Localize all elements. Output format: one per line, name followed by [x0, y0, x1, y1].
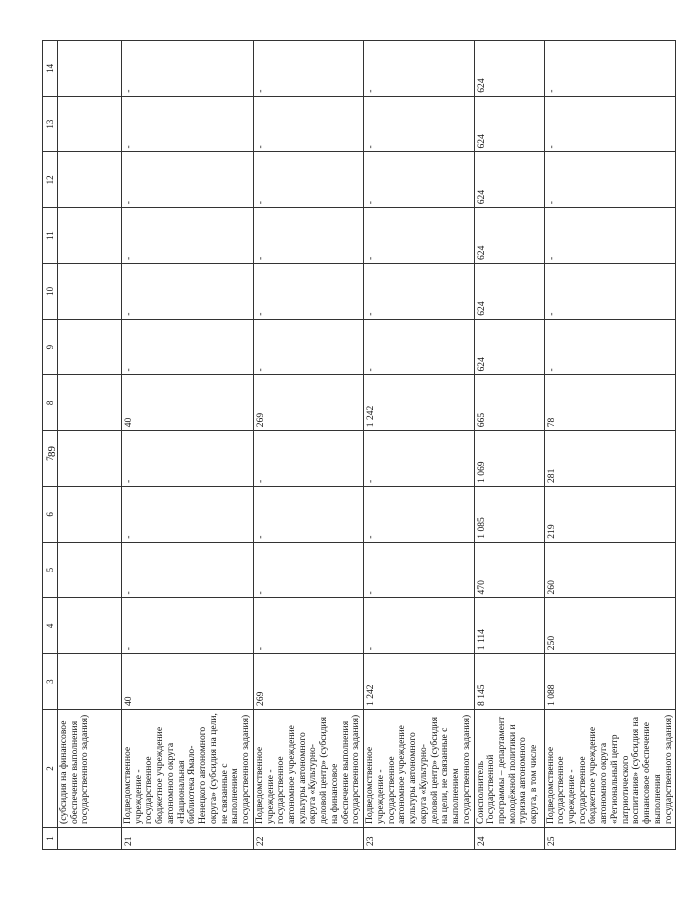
- value-cell: [58, 96, 122, 152]
- value-cell: -: [122, 487, 254, 543]
- value-cell: [58, 152, 122, 208]
- value-cell: -: [253, 41, 363, 97]
- table-row: [474, 41, 544, 850]
- value-cell: -: [364, 542, 474, 598]
- value-cell: -: [122, 598, 254, 654]
- row-description: Соисполнитель Государственной программы – департамент молодёжной политики и туризма автономного округа, в том числе: [474, 710, 544, 828]
- value-cell: -: [544, 319, 676, 375]
- value-cell: -: [364, 598, 474, 654]
- row-number: [58, 828, 122, 850]
- value-cell: [58, 375, 122, 431]
- value-cell: -: [122, 96, 254, 152]
- row-description: Подведомственное учреждение - государственное бюджетное учреждение автономного округа «Национальная библиотека Ямало-Ненецкого автономного округа» (субсидия на цели, не связанные с выполнением государственного задания): [122, 710, 254, 828]
- value-cell: -: [253, 542, 363, 598]
- col-header: 1: [43, 828, 58, 850]
- col-header: 2: [43, 710, 58, 828]
- value-cell: [58, 487, 122, 543]
- col-header: 11: [43, 208, 58, 264]
- value-cell: [58, 542, 122, 598]
- col-header: 12: [43, 152, 58, 208]
- value-cell: -: [253, 208, 363, 264]
- value-cell: -: [544, 96, 676, 152]
- value-cell: -: [364, 152, 474, 208]
- table-row: [364, 41, 474, 850]
- row-number: 23: [364, 828, 474, 850]
- value-cell: [58, 41, 122, 97]
- value-cell: 281: [544, 431, 676, 487]
- table-row: [122, 41, 254, 850]
- value-cell: -: [122, 152, 254, 208]
- value-cell: -: [364, 487, 474, 543]
- value-cell: -: [364, 96, 474, 152]
- value-cell: -: [253, 319, 363, 375]
- col-header: 13: [43, 96, 58, 152]
- row-description: Подведомственное учреждение - государственное автономное учреждение культуры автономного округа «Культурно-деловой центр» (субсидия на финансовое обеспечение выполнения государственного задания): [253, 710, 363, 828]
- value-cell: [58, 264, 122, 320]
- value-cell: [58, 431, 122, 487]
- value-cell: [58, 319, 122, 375]
- value-cell: 1 242: [364, 654, 474, 710]
- value-cell: 40: [122, 375, 254, 431]
- value-cell: -: [364, 264, 474, 320]
- value-cell: -: [122, 319, 254, 375]
- table-row: [544, 41, 676, 850]
- table-row: [253, 41, 363, 850]
- value-cell: -: [253, 598, 363, 654]
- value-cell: -: [122, 542, 254, 598]
- col-header: 9: [43, 319, 58, 375]
- value-cell: 8 145: [474, 654, 544, 710]
- value-cell: 1 069: [474, 431, 544, 487]
- value-cell: 624: [474, 208, 544, 264]
- value-cell: -: [364, 431, 474, 487]
- value-cell: 78: [544, 375, 676, 431]
- value-cell: 624: [474, 41, 544, 97]
- value-cell: -: [544, 41, 676, 97]
- col-header: 7: [43, 431, 58, 487]
- value-cell: 269: [253, 654, 363, 710]
- value-cell: 470: [474, 542, 544, 598]
- value-cell: -: [253, 152, 363, 208]
- row-number: 21: [122, 828, 254, 850]
- col-header: 4: [43, 598, 58, 654]
- row-number: 25: [544, 828, 676, 850]
- row-description: Подведомственное учреждение - государственное автономное учреждение культуры автономного округа «Культурно-деловой центр» (субсидия на цели, не связанные с выполнением государственного задания): [364, 710, 474, 828]
- table-row: [58, 41, 122, 850]
- col-header: 10: [43, 264, 58, 320]
- value-cell: -: [122, 208, 254, 264]
- value-cell: -: [253, 264, 363, 320]
- value-cell: -: [544, 264, 676, 320]
- value-cell: [58, 654, 122, 710]
- value-cell: -: [364, 208, 474, 264]
- value-cell: -: [364, 41, 474, 97]
- row-description: (субсидия на финансовое обеспечение выполнения государственного задания): [58, 710, 122, 828]
- value-cell: -: [544, 152, 676, 208]
- value-cell: 1 085: [474, 487, 544, 543]
- value-cell: -: [122, 41, 254, 97]
- value-cell: 1 114: [474, 598, 544, 654]
- value-cell: 624: [474, 319, 544, 375]
- value-cell: -: [253, 431, 363, 487]
- value-cell: 260: [544, 542, 676, 598]
- value-cell: 1 242: [364, 375, 474, 431]
- col-header: 5: [43, 542, 58, 598]
- header-row: [43, 41, 58, 850]
- col-header: 3: [43, 654, 58, 710]
- value-cell: 219: [544, 487, 676, 543]
- value-cell: [58, 598, 122, 654]
- col-header: 14: [43, 41, 58, 97]
- value-cell: -: [253, 96, 363, 152]
- value-cell: 665: [474, 375, 544, 431]
- col-header: 6: [43, 487, 58, 543]
- value-cell: 624: [474, 96, 544, 152]
- row-number: 22: [253, 828, 363, 850]
- value-cell: 624: [474, 152, 544, 208]
- value-cell: -: [253, 487, 363, 543]
- value-cell: -: [122, 431, 254, 487]
- value-cell: -: [122, 264, 254, 320]
- value-cell: [58, 208, 122, 264]
- value-cell: -: [364, 319, 474, 375]
- value-cell: 40: [122, 654, 254, 710]
- value-cell: 269: [253, 375, 363, 431]
- col-header: 8: [43, 375, 58, 431]
- budget-table: [42, 40, 676, 850]
- rotated-table-container: [42, 40, 674, 850]
- page-number: 89: [46, 446, 58, 457]
- row-description: Подведомственное государственное учреждение - государственное бюджетное учреждение автономного округа «Региональный центр патриотического воспитания» (субсидия на финансовое обеспечение выполнения государственного задания): [544, 710, 676, 828]
- row-number: 24: [474, 828, 544, 850]
- value-cell: 1 088: [544, 654, 676, 710]
- value-cell: 250: [544, 598, 676, 654]
- value-cell: -: [544, 208, 676, 264]
- value-cell: 624: [474, 264, 544, 320]
